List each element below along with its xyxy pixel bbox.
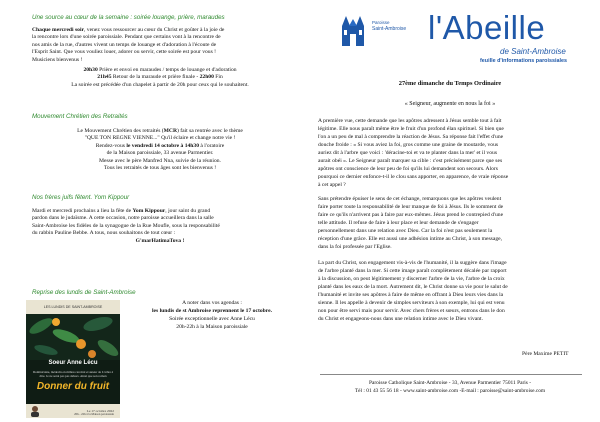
schedule-line: 20h30 Prière et envoi en maraudes / temps de louange et d'adoration [83, 67, 237, 73]
text-line: de la Maison paroissiale, 33 avenue Parmentier. [106, 150, 214, 157]
text-line: du rabbin Pauline Bebbe. A tous, nous souhaitons de tout cœur : [32, 230, 176, 237]
footer-address: Paroisse Catholique Saint-Ambroise - 33, Avenue Parmentier 75011 Paris - [369, 380, 531, 386]
logo-subtitle: de Saint-Ambroise [500, 47, 566, 56]
lundis-text [132, 299, 292, 331]
church-logo-icon [338, 14, 368, 48]
text-line: réception d'une grâce. Elle est aussi une adhésion intime au Christ, à son message, [318, 236, 502, 242]
logo-parish-label: Paroisse [372, 20, 390, 25]
text-line: A première vue, cette demande que les apôtres adressent à Jésus semble tout à fait [318, 118, 502, 124]
text-line: la rencontre lors d'une soirée paroissiale. Pendant que certains vont à la rencontre de [32, 34, 221, 41]
text-line: de l'arbre planté dans la mer. Si cette image paraît complètement décalée par rapport [318, 268, 507, 274]
homily-paragraph-2 [318, 195, 580, 251]
text-line: Mardi et mercredi prochains a lieu la fête de Yom Kippour, jour saint du grand [32, 208, 211, 214]
logo-title: l'Abeille [428, 9, 546, 46]
section-heading-lundis: Reprise des lundis de Saint-Ambroise [32, 289, 136, 296]
text-line: faire porter toute la responsabilité de leur manque de foi à Jésus. Ils le somment de [318, 204, 504, 210]
lundis-poster [26, 300, 120, 418]
text-line: à la discussion, on peut légitimement y discerner l'arbre de la vie, l'arbre de la croix [318, 276, 505, 282]
yom-kippour-text [32, 208, 288, 238]
text-line: apôtres ont conscience de leur peu de foi qu'ils lui demandent son secours. Alors [318, 166, 498, 172]
text-line: Tous les retraités de tous âges sont les bienvenus ! [103, 165, 217, 172]
mcr-text [32, 128, 288, 172]
text-line: "QUE TON REGNE VIENNE..." Qu'il éclaire et change notre vie ! [84, 135, 236, 142]
text-line: A noter dans vos agendas : [182, 300, 242, 306]
text-line: Soirée exceptionnelle avec Anne Lécu [169, 316, 255, 322]
text-line: légitime. Elle nous paraît même être le fruit d'un profond élan spirituel. Si bien que [318, 126, 504, 132]
text-line: aurait obéi ». Le Seigneur paraît marquer sa cible : c'est précisément parce que ses [318, 158, 503, 164]
text-line: Chaque mercredi soir, venez vous ressourcer au cœur du Christ et goûter à la joie de [32, 27, 225, 33]
text-line: non pour être servi mais pour servir. Avec chers frères et sœurs, entrons dans le don [318, 308, 505, 314]
text-line: douche froide : « Si vous aviez la foi, gros comme une graine de moutarde, vous [318, 142, 499, 148]
text-line: l'on a un peu de mal à comprendre la réaction de Jésus. Sa réponse fait l'effet d'une [318, 134, 504, 140]
text-line: Saint-Ambroise les fidèles de la synagogue de la Rue Moufle, sous la responsabilité [32, 222, 220, 229]
text-line: dans la foi professée par l'Eglise. [318, 244, 392, 250]
logo-parish-name: Saint-Ambroise [372, 26, 407, 32]
text-line: personnellement dans une relation avec Dieu. Car la foi n'est pas seulement la [318, 228, 493, 234]
text-line: Messe avec le père Manfred Nna, suivie de la réunion. [99, 157, 221, 164]
signature: Père Maxime PETIT [522, 351, 569, 357]
text-line: faire ce qu'ils n'arrivent pas à faire par eux-mêmes. Jésus prend le contrepied d'une [318, 212, 504, 218]
text-line: l'Esprit Saint. Que vous vouliez louer, adorer ou servir, cette soirée est pour vous ! [32, 49, 217, 56]
poster-speaker-bio: Dominicaine, médecin en milieu carcéral et auteur de L'arbre à dire. Je ne serai pas pas dehors. Ainsi que son roman [32, 370, 114, 378]
poster-place: 20h - 22h à la Maison paroissiale [74, 412, 114, 416]
text-line: pardon dans le judaïsme. A cette occasion, notre paroisse accueillera dans la salle [32, 215, 214, 222]
gospel-quote: « Seigneur, augmente en nous la foi » [404, 101, 496, 107]
text-line: à cet appel ? [318, 182, 346, 188]
poster-title: Donner du fruit [36, 381, 110, 392]
text-line: La part du Christ, son engagement vis-à-vis de l'humanité, il la suggère dans l'image [318, 260, 507, 266]
text-line: planté dans les eaux de la mort. Autrement dit, le Christ donne sa vie pour le salut de [318, 284, 508, 290]
text-line: du Christ et engageons-nous dans une relation intime avec le Dieu vivant. [318, 316, 483, 322]
soiree-schedule [32, 67, 288, 89]
section-heading-yom-kippour: Nos frères juifs fêtent. Yom Kippour [32, 194, 130, 201]
poster-leaves-image [26, 314, 120, 360]
text-line: l'humanité et invite ses apôtres à faire de même en offrant à Dieu leurs vies dans la [318, 292, 504, 298]
text-line: les lundis de st Ambroise reprennent le 17 octobre. [151, 308, 272, 314]
text-line: Sans prétendre épuiser le sens de cet échange, remarquons que les apôtres veulent [318, 196, 502, 202]
text-line: Rendez-vous le vendredi 14 octobre à 14h30 à l'oratoire [95, 142, 225, 149]
logo-tagline: feuille d'informations paroissiales [480, 58, 567, 64]
schedule-line: La soirée est précédée d'un chapelet à partir de 20h pour ceux qui le souhaitent. [71, 81, 249, 88]
text-line: Le Mouvement Chrétien des retraités (MCR) fait sa rentrée avec le thème [77, 128, 243, 134]
homily-paragraph-3 [318, 259, 580, 323]
soiree-text [32, 27, 288, 64]
text-line: auriez dit à l'arbre que voici : 'déracine-toi et va te planter dans la mer' et il vous [318, 150, 497, 156]
section-heading-soiree: Une source au cœur de la semaine : soirée louange, prière, maraudes [32, 14, 225, 21]
footer-contact: Tél : 01 43 55 56 18 - www.saint-ambroise.com -E-mail : paroisse@saint-ambroise.com [354, 388, 546, 394]
text-line: sienne. Il les appelle à devenir de simples serviteurs à son exemple, lui qui est venu [318, 300, 505, 306]
poster-header: LES LUNDIS DE SAINT-AMBROISE [26, 300, 120, 314]
poster-speaker-name: Soeur Anne Lécu [48, 360, 98, 366]
homily-paragraph-1 [318, 117, 580, 189]
schedule-line: 21h45 Retour de la maraude et prière finale - 22h00 Fin [97, 74, 223, 81]
text-line: nos amis de la rue, d'autres vivent un temps de louange et d'adoration à l'écoute de [32, 41, 217, 48]
yom-kippour-greeting: G'marHatimaTova ! [135, 238, 185, 244]
text-line: telle attitude. Il refuse de faire à leur place et leur demande de s'engager [318, 220, 479, 226]
text-line: Musiciens bienvenus ! [32, 56, 83, 63]
sunday-title: 27ème dimanche du Temps Ordinaire [398, 80, 502, 87]
section-heading-mcr: Mouvement Chrétien des Retraités [32, 113, 128, 120]
right-column [300, 0, 600, 422]
poster-date: Le 17 octobre 2022 [86, 409, 114, 413]
footer-divider [320, 374, 582, 375]
text-line: pourquoi ce dernier enfonce-t-il le clou sans apporter, en apparence, de vraie réponse [318, 174, 509, 180]
text-line: 20h-22h à la Maison paroissiale [176, 324, 248, 330]
